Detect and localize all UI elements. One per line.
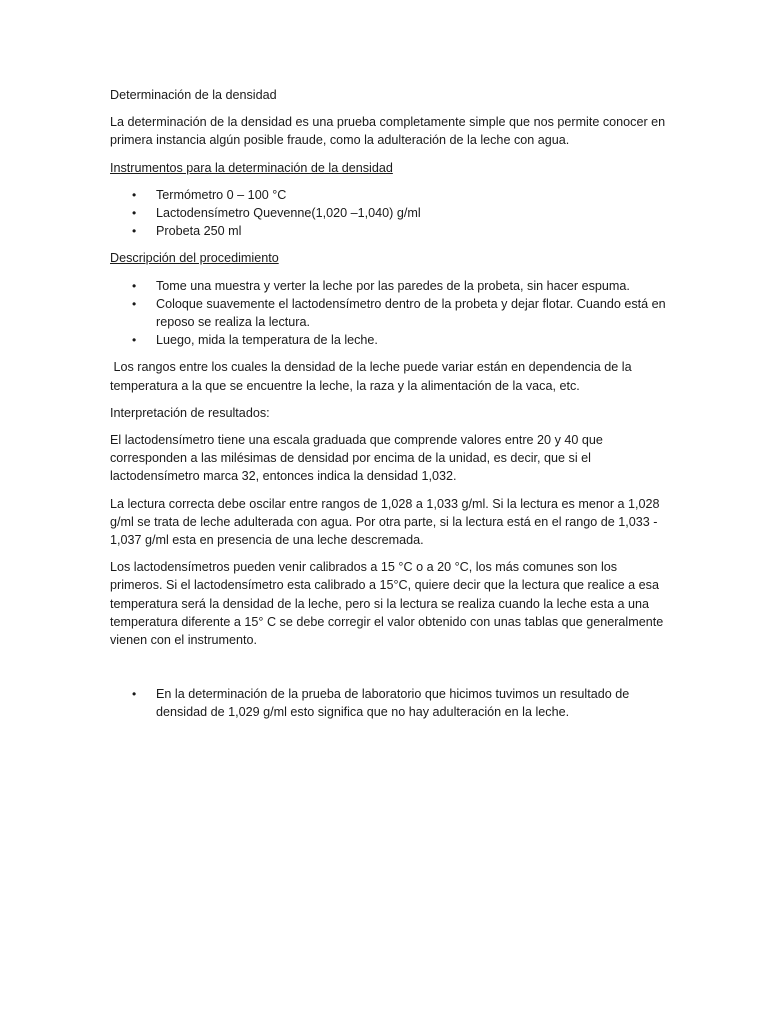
ranges-paragraph: Los rangos entre los cuales la densidad de la leche puede variar están en dependencia de la temperatura a la que se encuentre la leche, la raza y la alimentación de la vaca, etc. bbox=[110, 360, 636, 393]
list-item bbox=[110, 222, 668, 240]
list-item-text: Coloque suavemente el lactodensímetro dentro de la probeta y dejar flotar. Cuando está en reposo se realiza la lectura. bbox=[156, 296, 666, 330]
interpretation-paragraph: El lactodensímetro tiene una escala graduada que comprende valores entre 20 y 40 que corresponden a las milésimas de densidad por encima de la unidad, es decir, que si el lactodensímetro marca 32, entonces indica la densidad 1,032. bbox=[110, 433, 603, 484]
conclusion-list bbox=[110, 685, 668, 721]
interpretation-paragraph: Los lactodensímetros pueden venir calibrados a 15 °C o a 20 °C, los más comunes son los primeros. Si el lactodensímetro esta calibrado a 15°C, quiere decir que la lectura que realice a esa temperatura será la densidad de la leche, pero si la lectura se realiza cuando la leche esta a una temperatura diferente a 15° C se debe corregir el valor obtenido con unas tablas que generalmente vienen con el instrumento. bbox=[110, 560, 664, 648]
procedure-heading: Descripción del procedimiento bbox=[110, 251, 279, 266]
blank-line bbox=[110, 658, 668, 685]
list-item-text: Luego, mida la temperatura de la leche. bbox=[156, 333, 378, 348]
bullet-icon: • bbox=[132, 687, 137, 702]
instruments-heading: Instrumentos para la determinación de la densidad bbox=[110, 160, 393, 175]
document-title: Determinación de la densidad bbox=[110, 88, 277, 102]
bullet-icon: • bbox=[132, 224, 137, 239]
list-item bbox=[110, 277, 668, 295]
list-item-text: Probeta 250 ml bbox=[156, 224, 242, 239]
bullet-icon: • bbox=[132, 187, 137, 202]
list-item bbox=[110, 186, 668, 204]
list-item bbox=[110, 295, 668, 331]
list-item-text: En la determinación de la prueba de laboratorio que hicimos tuvimos un resultado de densidad de 1,029 g/ml esto significa que no hay adulteración en la leche. bbox=[156, 687, 630, 720]
list-item bbox=[110, 331, 668, 349]
procedure-list bbox=[110, 277, 668, 350]
interpretation-paragraph: La lectura correcta debe oscilar entre rangos de 1,028 a 1,033 g/ml. Si la lectura es menor a 1,028 g/ml se trata de leche adulterada con agua. Por otra parte, si la lectura está en el rango de 1,033 - 1,037 g/ml esta en presencia de una leche descremada. bbox=[110, 496, 660, 548]
instruments-list bbox=[110, 186, 668, 241]
bullet-icon: • bbox=[132, 333, 137, 348]
list-item bbox=[110, 204, 668, 222]
interpretation-heading: Interpretación de resultados: bbox=[110, 405, 270, 420]
list-item bbox=[110, 685, 668, 721]
intro-paragraph: La determinación de la densidad es una prueba completamente simple que nos permite conocer en primera instancia algún posible fraude, como la adulteración de la leche con agua. bbox=[110, 115, 666, 148]
bullet-icon: • bbox=[132, 296, 137, 311]
list-item-text: Lactodensímetro Quevenne(1,020 –1,040) g/ml bbox=[156, 206, 421, 221]
bullet-icon: • bbox=[132, 278, 137, 293]
list-item-text: Tome una muestra y verter la leche por las paredes de la probeta, sin hacer espuma. bbox=[156, 278, 630, 293]
bullet-icon: • bbox=[132, 206, 137, 221]
list-item-text: Termómetro 0 – 100 °C bbox=[156, 187, 287, 202]
